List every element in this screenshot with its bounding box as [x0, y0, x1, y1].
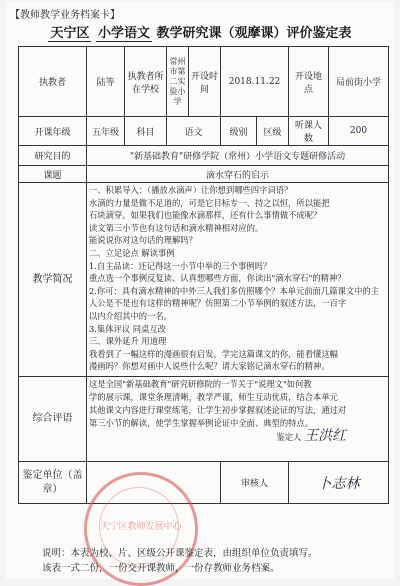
- footnote-line: 该表一式二份，一份交开课教师，一份存教师业务档案。: [42, 563, 280, 574]
- evaluation-line: 其他课文内容进行课堂练笔，让学生初步掌握叙述论证的写法，通过对: [89, 405, 347, 415]
- content-line: 二、立足论点 解读事例: [89, 247, 175, 258]
- time-label: 开设时间: [189, 47, 221, 117]
- content-line: 以内介绍其中的一名。: [89, 310, 172, 321]
- evaluation-line: 这是全国"新基础教育"研究研修院的一节关于"说理文"如何教: [89, 379, 312, 389]
- place-value: 局前街小学: [329, 47, 389, 117]
- evaluation-table: [18, 46, 389, 504]
- seal-text: 天宁区教师发展中心: [100, 522, 182, 532]
- purpose-row: [19, 146, 389, 166]
- page-title: [6, 22, 394, 42]
- content-line: 我看到了一幅这样的漫画很有启发，学完这篇课文的你，能看懂这幅: [89, 348, 338, 359]
- content-line: 人公是不是也有这样的精神呢？仿照第二小节举例的叙述方法，一百字: [89, 298, 347, 309]
- evaluation-line: 学的展示课，课堂条理清晰，教学严谨，师生互动优质，结合本单元: [89, 392, 338, 402]
- unit-label: 鉴定单位（盖章）: [19, 462, 87, 504]
- level-label: 级别: [221, 117, 257, 146]
- content-line: 一、积累导入：（播放水滴声）让你想到哪些四字词语？: [89, 185, 293, 195]
- topic-row: [19, 166, 389, 183]
- subject-label: 科目: [125, 117, 167, 146]
- appraiser-label: 鉴定人: [276, 432, 302, 442]
- title-district: 天宁区: [48, 22, 91, 42]
- grade-label: 开课年级: [19, 117, 87, 146]
- content-line: 2.你可：具有滴水精神的中外三人我们多仿照哪个？本单元前面几篇课文中的主: [89, 285, 380, 296]
- title-suffix: 教学研究课（观摩课）评价鉴定表: [156, 26, 352, 41]
- content-line: 3.集体评议 同桌互改: [89, 323, 166, 334]
- school-value: 常州市第二实验小学: [167, 47, 189, 117]
- purpose-label: 研究目的: [19, 146, 87, 166]
- subject-value: 语文: [167, 117, 221, 146]
- audience-label: 听课人数: [289, 117, 329, 146]
- card-label: 【教师教学业务档案卡】: [10, 10, 120, 21]
- grade-value: 五年级: [87, 117, 125, 146]
- audience-value: 200: [329, 117, 389, 146]
- content-line: 1.自主品读：还记得这一小节中举的三个事例吗？: [89, 260, 272, 271]
- evaluation-label: 综合评语: [19, 377, 87, 462]
- content-line: 水滴的力量是微不足道的，可是它目标专一、持之以恒，所以能把: [89, 197, 330, 208]
- school-label: 执教者所在学校: [125, 47, 167, 117]
- title-subject: 小学语文: [96, 22, 152, 42]
- appraiser-signature: 王洪红: [304, 428, 346, 444]
- content-label: 教学简况: [19, 183, 87, 377]
- teacher-row: [19, 47, 389, 117]
- topic-label: 课题: [19, 166, 87, 183]
- teacher-label: 执教者: [19, 47, 87, 117]
- reviewer-signature: 卜志林: [289, 462, 389, 504]
- evaluation-row: [19, 377, 389, 462]
- appraiser-line: [89, 430, 386, 444]
- reviewer-label: 审核人: [221, 462, 289, 504]
- time-value: 2018.11.22: [221, 47, 289, 117]
- unit-stamp-area: [87, 462, 221, 504]
- content-line: 读文第三小节也有这句话和滴水精神相对应的。: [89, 222, 264, 233]
- evaluation-line: 第三小节的解读，使学生掌握举例论证中全面、典型的特点。: [89, 418, 314, 428]
- footnote: [42, 546, 392, 576]
- grade-row: [19, 117, 389, 146]
- purpose-value: "新基础教育"研修学院（常州）小学语文专题研修活动: [87, 146, 389, 166]
- content-line: 石块滴穿。如果我们也能像水滴那样，还有什么事情做不成呢？: [89, 210, 322, 221]
- content-line: 重点选一个事例反复读、认真想哪些方面，你读出"滴水穿石"的精神？: [89, 273, 346, 284]
- content-line: 三、课外延升 用道理: [89, 336, 167, 347]
- teacher-value: 陆等: [87, 47, 125, 117]
- content-body: [87, 183, 389, 377]
- level-value: 区级: [257, 117, 289, 146]
- content-line: 能说说你对这句话的理解吗？: [89, 235, 197, 246]
- evaluation-body: [87, 377, 389, 462]
- content-row: [19, 183, 389, 377]
- form-sheet: [6, 2, 394, 579]
- footnote-line: 说明：本表为校、片、区级公开课鉴定表，由组织单位负责填写。: [42, 548, 318, 559]
- place-label: 开设地点: [289, 47, 329, 117]
- topic-value: 滴水穿石的启示: [87, 166, 389, 183]
- unit-row: [19, 462, 389, 504]
- content-line: 漫画吗？你想对画中人说些什么呢？请大家铭记滴水穿石的精神。: [89, 361, 330, 372]
